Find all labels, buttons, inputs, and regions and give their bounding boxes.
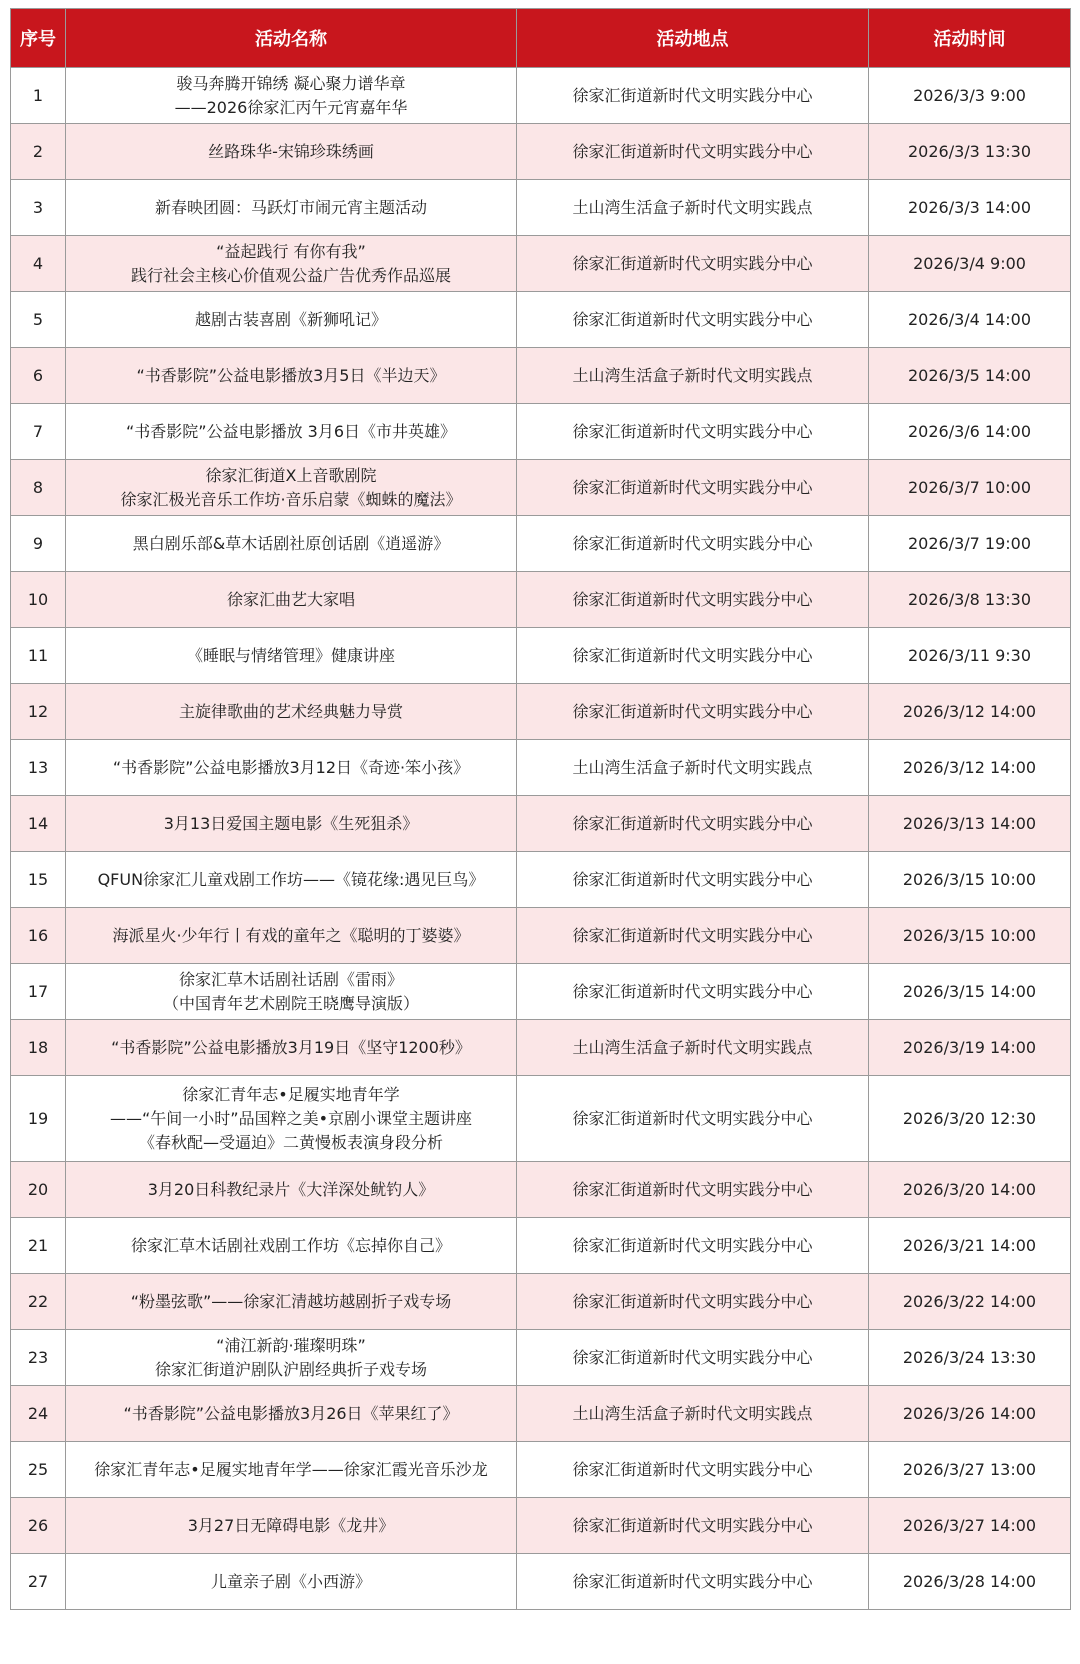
activity-location: 徐家汇街道新时代文明实践分中心 [517, 684, 869, 740]
activity-name [66, 1218, 517, 1274]
activity-time: 2026/3/20 14:00 [869, 1162, 1071, 1218]
activity-name [66, 684, 517, 740]
activity-name-line: 海派星火·少年行丨有戏的童年之《聪明的丁婆婆》 [112, 925, 470, 945]
activity-name-line: 骏马奔腾开锦绣 凝心聚力谱华章 [176, 73, 406, 93]
table-row [11, 964, 1071, 1020]
activity-name [66, 740, 517, 796]
row-index: 3 [11, 180, 66, 236]
activity-time: 2026/3/24 13:30 [869, 1330, 1071, 1386]
activity-name [66, 1162, 517, 1218]
activity-name [66, 1386, 517, 1442]
activity-name-line: （中国青年艺术剧院王晓鹰导演版） [162, 993, 419, 1013]
table-row [11, 1442, 1071, 1498]
activity-location: 徐家汇街道新时代文明实践分中心 [517, 796, 869, 852]
header-name: 活动名称 [66, 9, 517, 68]
activity-name-line: 主旋律歌曲的艺术经典魅力导赏 [178, 701, 403, 721]
row-index: 9 [11, 516, 66, 572]
row-index: 20 [11, 1162, 66, 1218]
activity-time: 2026/3/27 14:00 [869, 1498, 1071, 1554]
activity-time: 2026/3/6 14:00 [869, 404, 1071, 460]
table-row [11, 1554, 1071, 1610]
activity-time: 2026/3/15 10:00 [869, 852, 1071, 908]
table-row [11, 1162, 1071, 1218]
activity-time: 2026/3/3 14:00 [869, 180, 1071, 236]
activity-time: 2026/3/27 13:00 [869, 1442, 1071, 1498]
activity-name-line: 3月13日爱国主题电影《生死狙杀》 [163, 813, 419, 833]
activity-name-line: “浦江新韵·璀璨明珠” [216, 1335, 366, 1355]
table-row [11, 628, 1071, 684]
table-row [11, 348, 1071, 404]
row-index: 19 [11, 1076, 66, 1162]
header-time: 活动时间 [869, 9, 1071, 68]
activity-time: 2026/3/3 9:00 [869, 68, 1071, 124]
row-index: 26 [11, 1498, 66, 1554]
activity-table [10, 8, 1071, 1610]
activity-name [66, 292, 517, 348]
activity-name [66, 460, 517, 516]
activity-time: 2026/3/11 9:30 [869, 628, 1071, 684]
header-index: 序号 [11, 9, 66, 68]
activity-time: 2026/3/5 14:00 [869, 348, 1071, 404]
activity-name [66, 516, 517, 572]
activity-name-line: 徐家汇草木话剧社戏剧工作坊《忘掉你自己》 [130, 1235, 451, 1255]
activity-name-line: 3月27日无障碍电影《龙井》 [187, 1515, 395, 1535]
activity-name-line: 3月20日科教纪录片《大洋深处鱿钓人》 [147, 1179, 435, 1199]
row-index: 14 [11, 796, 66, 852]
activity-name-line: 践行社会主核心价值观公益广告优秀作品巡展 [130, 265, 451, 285]
table-body [11, 68, 1071, 1610]
activity-time: 2026/3/12 14:00 [869, 740, 1071, 796]
activity-name [66, 964, 517, 1020]
activity-location: 徐家汇街道新时代文明实践分中心 [517, 68, 869, 124]
table-row [11, 292, 1071, 348]
activity-name [66, 1076, 517, 1162]
table-row [11, 684, 1071, 740]
activity-name-line: 丝路珠华-宋锦珍珠绣画 [208, 141, 374, 161]
activity-time: 2026/3/21 14:00 [869, 1218, 1071, 1274]
activity-location: 徐家汇街道新时代文明实践分中心 [517, 572, 869, 628]
activity-name-line: 徐家汇街道X上音歌剧院 [205, 465, 377, 485]
row-index: 18 [11, 1020, 66, 1076]
activity-location: 徐家汇街道新时代文明实践分中心 [517, 236, 869, 292]
activity-location: 徐家汇街道新时代文明实践分中心 [517, 460, 869, 516]
row-index: 25 [11, 1442, 66, 1498]
activity-name-line: 徐家汇极光音乐工作坊·音乐启蒙《蜘蛛的魔法》 [120, 489, 462, 509]
activity-name-line: “书香影院”公益电影播放3月5日《半边天》 [136, 365, 446, 385]
activity-location: 徐家汇街道新时代文明实践分中心 [517, 908, 869, 964]
activity-name-line: “粉墨弦歌”——徐家汇清越坊越剧折子戏专场 [130, 1291, 452, 1311]
row-index: 1 [11, 68, 66, 124]
activity-location: 徐家汇街道新时代文明实践分中心 [517, 1442, 869, 1498]
activity-name-line: 黑白剧乐部&草木话剧社原创话剧《逍遥游》 [132, 533, 450, 553]
activity-location: 徐家汇街道新时代文明实践分中心 [517, 628, 869, 684]
activity-name [66, 124, 517, 180]
activity-schedule [10, 8, 1070, 1610]
row-index: 6 [11, 348, 66, 404]
activity-name-line: 儿童亲子剧《小西游》 [210, 1571, 371, 1591]
activity-name [66, 1274, 517, 1330]
activity-name-line: 《春秋配—受逼迫》二黄慢板表演身段分析 [138, 1132, 443, 1152]
activity-name-line: “书香影院”公益电影播放3月12日《奇迹·笨小孩》 [112, 757, 470, 777]
table-row [11, 516, 1071, 572]
activity-time: 2026/3/3 13:30 [869, 124, 1071, 180]
activity-time: 2026/3/28 14:00 [869, 1554, 1071, 1610]
row-index: 27 [11, 1554, 66, 1610]
activity-name-line: 徐家汇青年志•足履实地青年学——徐家汇霞光音乐沙龙 [94, 1459, 488, 1479]
table-row [11, 1274, 1071, 1330]
activity-time: 2026/3/8 13:30 [869, 572, 1071, 628]
row-index: 5 [11, 292, 66, 348]
activity-name-line: “益起践行 有你有我” [216, 241, 366, 261]
activity-time: 2026/3/26 14:00 [869, 1386, 1071, 1442]
activity-name-line: 徐家汇草木话剧社话剧《雷雨》 [178, 969, 403, 989]
table-row [11, 1020, 1071, 1076]
activity-name-line: 徐家汇街道沪剧队沪剧经典折子戏专场 [154, 1359, 427, 1379]
activity-name-line: 徐家汇青年志•足履实地青年学 [182, 1084, 400, 1104]
table-row [11, 124, 1071, 180]
activity-name [66, 572, 517, 628]
row-index: 17 [11, 964, 66, 1020]
activity-name [66, 236, 517, 292]
row-index: 4 [11, 236, 66, 292]
activity-location: 土山湾生活盒子新时代文明实践点 [517, 740, 869, 796]
activity-name [66, 1442, 517, 1498]
activity-location: 徐家汇街道新时代文明实践分中心 [517, 404, 869, 460]
activity-name [66, 1498, 517, 1554]
row-index: 7 [11, 404, 66, 460]
header-location: 活动地点 [517, 9, 869, 68]
row-index: 10 [11, 572, 66, 628]
activity-name [66, 1330, 517, 1386]
activity-name [66, 348, 517, 404]
activity-name [66, 1554, 517, 1610]
table-row [11, 68, 1071, 124]
activity-name-line: 徐家汇曲艺大家唱 [226, 589, 355, 609]
table-row [11, 1330, 1071, 1386]
activity-location: 徐家汇街道新时代文明实践分中心 [517, 1218, 869, 1274]
activity-location: 徐家汇街道新时代文明实践分中心 [517, 516, 869, 572]
activity-time: 2026/3/15 14:00 [869, 964, 1071, 1020]
activity-name [66, 908, 517, 964]
table-row [11, 740, 1071, 796]
table-row [11, 236, 1071, 292]
activity-location: 徐家汇街道新时代文明实践分中心 [517, 964, 869, 1020]
activity-location: 土山湾生活盒子新时代文明实践点 [517, 180, 869, 236]
activity-location: 徐家汇街道新时代文明实践分中心 [517, 1554, 869, 1610]
activity-name-line: “书香影院”公益电影播放 3月6日《市井英雄》 [125, 421, 457, 441]
activity-time: 2026/3/20 12:30 [869, 1076, 1071, 1162]
activity-location: 徐家汇街道新时代文明实践分中心 [517, 1076, 869, 1162]
table-row [11, 1498, 1071, 1554]
activity-name [66, 852, 517, 908]
activity-name-line: “书香影院”公益电影播放3月19日《坚守1200秒》 [111, 1037, 471, 1057]
activity-location: 徐家汇街道新时代文明实践分中心 [517, 124, 869, 180]
row-index: 23 [11, 1330, 66, 1386]
activity-name [66, 796, 517, 852]
activity-name-line: “书香影院”公益电影播放3月26日《苹果红了》 [123, 1403, 459, 1423]
activity-time: 2026/3/12 14:00 [869, 684, 1071, 740]
activity-name-line: 《睡眠与情绪管理》健康讲座 [186, 645, 395, 665]
table-row [11, 404, 1071, 460]
row-index: 22 [11, 1274, 66, 1330]
activity-name [66, 180, 517, 236]
activity-name-line: 越剧古装喜剧《新狮吼记》 [194, 309, 387, 329]
table-row [11, 460, 1071, 516]
activity-time: 2026/3/7 10:00 [869, 460, 1071, 516]
activity-name [66, 628, 517, 684]
row-index: 12 [11, 684, 66, 740]
table-row [11, 1218, 1071, 1274]
activity-location: 土山湾生活盒子新时代文明实践点 [517, 1020, 869, 1076]
activity-time: 2026/3/7 19:00 [869, 516, 1071, 572]
activity-time: 2026/3/13 14:00 [869, 796, 1071, 852]
row-index: 8 [11, 460, 66, 516]
activity-location: 土山湾生活盒子新时代文明实践点 [517, 348, 869, 404]
row-index: 24 [11, 1386, 66, 1442]
activity-location: 徐家汇街道新时代文明实践分中心 [517, 1274, 869, 1330]
activity-name-line: QFUN徐家汇儿童戏剧工作坊——《镜花缘:遇见巨鸟》 [97, 869, 485, 889]
activity-time: 2026/3/4 9:00 [869, 236, 1071, 292]
activity-time: 2026/3/19 14:00 [869, 1020, 1071, 1076]
row-index: 2 [11, 124, 66, 180]
activity-location: 土山湾生活盒子新时代文明实践点 [517, 1386, 869, 1442]
activity-time: 2026/3/4 14:00 [869, 292, 1071, 348]
table-header-row [11, 9, 1071, 68]
table-row [11, 1386, 1071, 1442]
activity-name [66, 1020, 517, 1076]
activity-name-line: 新春映团圆：马跃灯市闹元宵主题活动 [154, 197, 427, 217]
activity-location: 徐家汇街道新时代文明实践分中心 [517, 852, 869, 908]
table-row [11, 908, 1071, 964]
activity-time: 2026/3/22 14:00 [869, 1274, 1071, 1330]
row-index: 11 [11, 628, 66, 684]
row-index: 16 [11, 908, 66, 964]
table-row [11, 1076, 1071, 1162]
table-row [11, 180, 1071, 236]
activity-time: 2026/3/15 10:00 [869, 908, 1071, 964]
row-index: 13 [11, 740, 66, 796]
table-row [11, 796, 1071, 852]
activity-name [66, 404, 517, 460]
row-index: 21 [11, 1218, 66, 1274]
activity-name-line: ——2026徐家汇丙午元宵嘉年华 [174, 97, 408, 117]
row-index: 15 [11, 852, 66, 908]
activity-location: 徐家汇街道新时代文明实践分中心 [517, 292, 869, 348]
activity-name-line: ——“午间一小时”品国粹之美•京剧小课堂主题讲座 [109, 1108, 473, 1128]
activity-location: 徐家汇街道新时代文明实践分中心 [517, 1162, 869, 1218]
activity-name [66, 68, 517, 124]
table-row [11, 572, 1071, 628]
activity-location: 徐家汇街道新时代文明实践分中心 [517, 1498, 869, 1554]
activity-location: 徐家汇街道新时代文明实践分中心 [517, 1330, 869, 1386]
table-row [11, 852, 1071, 908]
